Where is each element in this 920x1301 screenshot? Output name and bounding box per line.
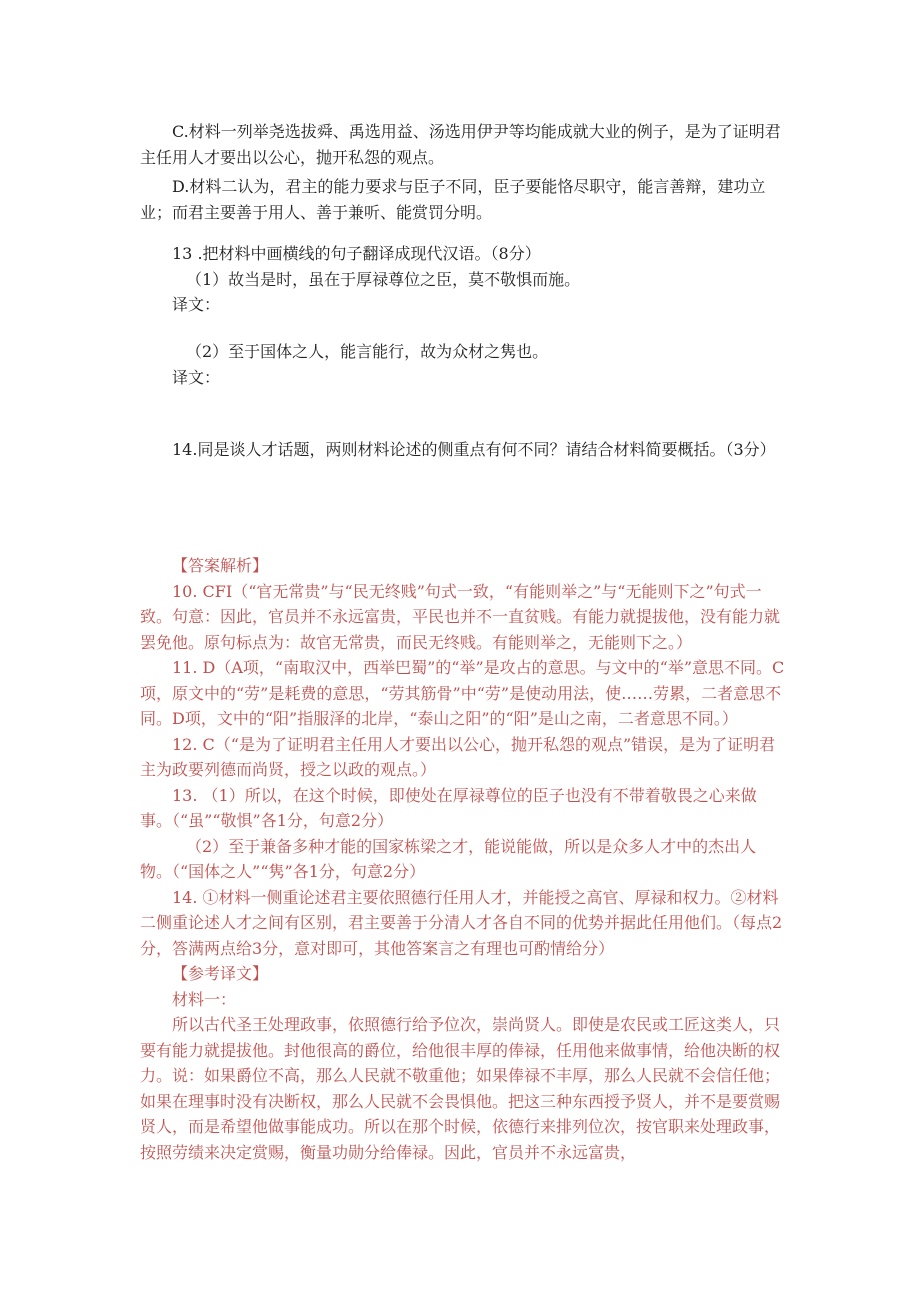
material-1-label: 材料一： [172,989,237,1009]
question-14 [140,437,788,463]
answer-10: 10. CFI（“官无常贵”与“民无终贱”句式一致，“有能则举之”与“无能则下之”句式一致。句意：因此，官员并不永远富贵，平民也并不一直贫贱。有能力就提拔他，没有能力就罢免他。原句标点为：故官无常贵，而民无终贱。有能则举之，无能则下之。） [140,581,781,652]
q13-sentence-1: （1）故当是时，虽在于厚禄尊位之臣，莫不敬惧而施。 [186,269,581,289]
answers-heading: 【答案解析】 [172,556,269,575]
answer-11: 11. D（A项，“南取汉中，西举巴蜀”的“举”是攻占的意思。与文中的“举”意思不同。C项，原文中的“劳”是耗费的意思，“劳其筋骨”中“劳”是使动用法，使……劳累，二者意思不同。D项，文中的“阳”指服泽的北岸，“泰山之阳”的“阳”是山之南，二者意思不同。） [140,658,785,728]
reference-translation-heading: 【参考译文】 [172,964,269,983]
question-13 [140,241,788,318]
answer-13-part-1: 13. （1）所以，在这个时候，即使处在厚禄尊位的臣子也没有不带着敬畏之心来做事。（“虽”“敬惧”各1分，句意2分） [140,785,757,830]
q13-title: 13 .把材料中画横线的句子翻译成现代汉语。（8分） [172,244,541,263]
q13-translation-1-label: 译文： [172,295,221,314]
question-13-part-2 [140,339,788,390]
q14-title: 14.同是谈人才话题，两则材料论述的侧重点有何不同？请结合材料简要概括。（3分） [172,440,776,459]
q13-sentence-2: （2）至于国体之人，能言能行，故为众材之隽也。 [186,342,549,361]
material-1-translation: 所以古代圣王处理政事，依照德行给予位次，崇尚贤人。即使是农民或工匠这类人，只要有能力就提拔他。封他很高的爵位，给他很丰厚的俸禄，任用他来做事情，给他决断的权力。说：如果爵位不高，那么人民就不敬重他；如果俸禄不丰厚，那么人民就不会信任他；如果在理事时没有决断权，那么人民就不会畏惧他。把这三种东西授予贤人，并不是要赏赐贤人，而是希望他做事能成功。所以在那个时候，依德行来排列位次，按官职来处理政事，按照劳绩来决定赏赐，衡量功勋分给俸禄。因此，官员并不永远富贵， [140,1015,781,1162]
answers-section [140,553,788,1165]
option-d: D.材料二认为，君主的能力要求与臣子不同，臣子要能恪尽职守，能言善辩，建功立业；而君主要善于用人、善于兼听、能赏罚分明。 [140,177,766,222]
options-block [140,119,788,225]
option-c: C.材料一列举尧选拔舜、禹选用益、汤选用伊尹等均能成就大业的例子，是为了证明君主任用人才要出以公心，抛开私怨的观点。 [140,122,781,167]
q13-translation-2-label: 译文： [172,367,221,387]
answer-12: 12. C（“是为了证明君主任用人才要出以公心，抛开私怨的观点”错误，是为了证明君主为政要列德而尚贤，授之以政的观点。） [140,734,776,779]
answer-14: 14. ①材料一侧重论述君主要依照德行任用人才，并能授之高官、厚禄和权力。②材料二侧重论述人才之间有区别，君主要善于分清人才各自不同的优势并据此任用他们。（每点2分，答满两点给3分，意对即可，其他答案言之有理也可酌情给分） [140,887,783,958]
answer-13-part-2: （2）至于兼备多种才能的国家栋梁之才，能说能做，所以是众多人才中的杰出人物。（“国体之人”“隽”各1分，句意2分） [140,836,757,881]
